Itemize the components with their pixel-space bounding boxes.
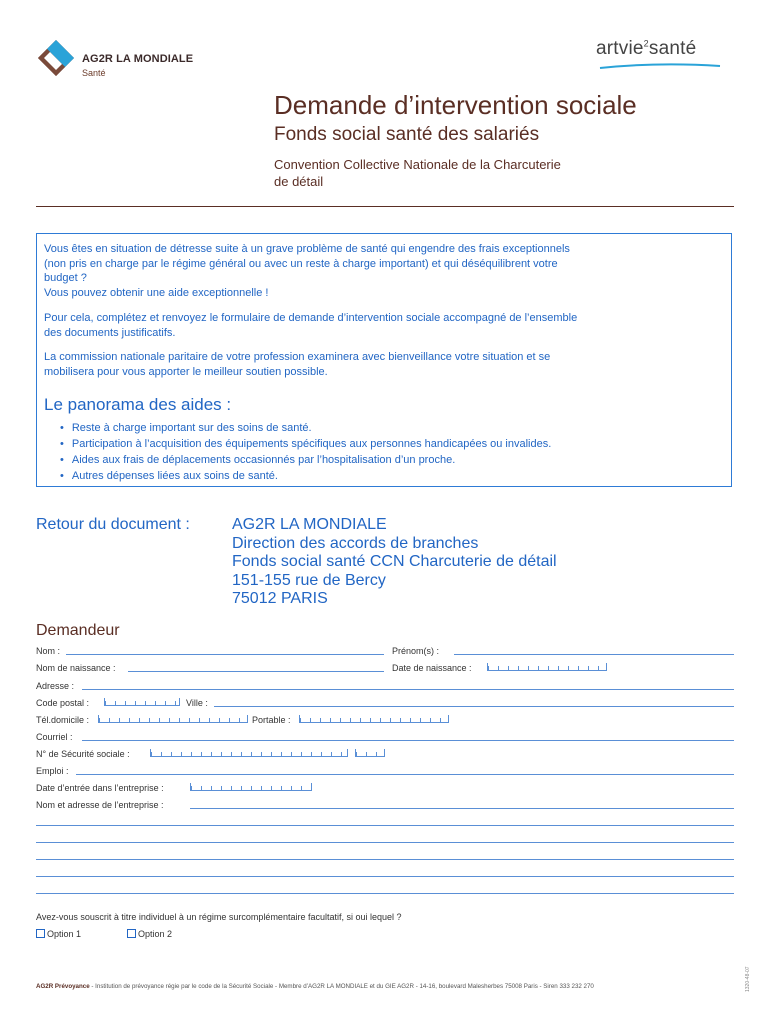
social-security-key-field[interactable] [355,749,385,757]
city-field[interactable] [214,706,734,707]
list-item: • Participation à l’acquisition des équipements spécifiques aux personnes handicapées ou invalides. [60,436,551,452]
option-1-checkbox[interactable] [36,929,45,938]
footer-legal: AG2R Prévoyance - Institution de prévoyance régie par le code de la Sécurité Sociale - Membre d’AG2R LA MONDIALE et du GIE AG2R - 14-16, boulevard Malesherbes 75008 Paris - Siren 333 232 270 [36,983,594,990]
list-item: • Aides aux frais de déplacements occasionnés par l’hospitalisation d’un proche. [60,452,551,468]
company-field-line[interactable] [36,825,734,826]
mobile-label: Portable : [252,715,291,725]
company-label: Nom et adresse de l’entreprise : [36,800,164,810]
birth-name-field[interactable] [128,671,384,672]
return-address: AG2R LA MONDIALE Direction des accords de branches Fonds social santé CCN Charcuterie de détail 151-155 rue de Bercy 75012 PARIS [232,516,557,607]
address-field[interactable] [82,689,734,690]
header-divider [36,206,734,207]
hire-date-field[interactable] [190,783,312,791]
company-field-line[interactable] [36,859,734,860]
home-phone-field[interactable] [98,715,248,723]
info-paragraph-2: Pour cela, complétez et renvoyez le formulaire de demande d’intervention sociale accompagné de l’ensemble des documents justificatifs. [44,312,578,339]
prenom-label: Prénom(s) : [392,646,440,656]
birth-name-label: Nom de naissance : [36,663,116,673]
page-title: Demande d’intervention sociale [274,90,637,120]
birth-date-label: Date de naissance : [392,663,472,673]
section-title: Demandeur [36,622,120,639]
social-security-field[interactable] [150,749,348,757]
postal-code-field[interactable] [104,698,180,706]
list-item: • Reste à charge important sur des soins de santé. [60,420,551,436]
partner-logo: artvie$^2$santé [596,38,697,59]
home-phone-label: Tél.domicile : [36,715,90,725]
partner-logo-swoosh-icon [598,62,722,70]
nom-label: Nom : [36,646,61,656]
aid-list [60,420,551,484]
return-label: Retour du document : [36,516,190,533]
hire-date-label: Date d’entrée dans l’entreprise : [36,783,164,793]
list-item: • Autres dépenses liées aux soins de santé. [60,468,551,484]
convention-text: Convention Collective Nationale de la Charcuterie de détail [274,157,561,189]
birth-date-field[interactable] [487,663,607,671]
document-code: 1320-48-07 [745,966,751,992]
option-1[interactable]: Option 1 [36,929,81,939]
social-security-label: N° de Sécurité sociale : [36,749,130,759]
option-2[interactable]: Option 2 [127,929,172,939]
company-field[interactable] [190,808,734,809]
job-field[interactable] [76,774,734,775]
option-2-checkbox[interactable] [127,929,136,938]
address-label: Adresse : [36,681,75,691]
prenom-field[interactable] [454,654,734,655]
page-subtitle: Fonds social santé des salariés [274,124,540,145]
mobile-field[interactable] [299,715,449,723]
brand-subtitle: Santé [82,68,106,78]
company-field-line[interactable] [36,893,734,894]
brand-name: AG2R LA MONDIALE [82,53,194,65]
company-field-line[interactable] [36,842,734,843]
ag2r-logo-icon [36,38,76,78]
panorama-title: Le panorama des aides : [44,395,232,414]
postal-code-label: Code postal : [36,698,90,708]
city-label: Ville : [186,698,208,708]
supplementary-question: Avez-vous souscrit à titre individuel à un régime surcomplémentaire facultatif, si oui lequel ? [36,912,402,922]
company-field-line[interactable] [36,876,734,877]
nom-field[interactable] [66,654,384,655]
email-field[interactable] [82,740,734,741]
info-paragraph-1: Vous êtes en situation de détresse suite à un grave problème de santé qui engendre des frais exceptionnels (non pris en charge par le régime général ou avec un reste à charge important) et qui déséquilibrent votre budget ? Vous pouvez obtenir une aide exceptionnelle ! [44,243,570,299]
email-label: Courriel : [36,732,73,742]
info-paragraph-3: La commission nationale paritaire de votre profession examinera avec bienveillance votre situation et se mobilisera pour vous apporter le meilleur soutien possible. [44,351,551,378]
job-label: Emploi : [36,766,69,776]
